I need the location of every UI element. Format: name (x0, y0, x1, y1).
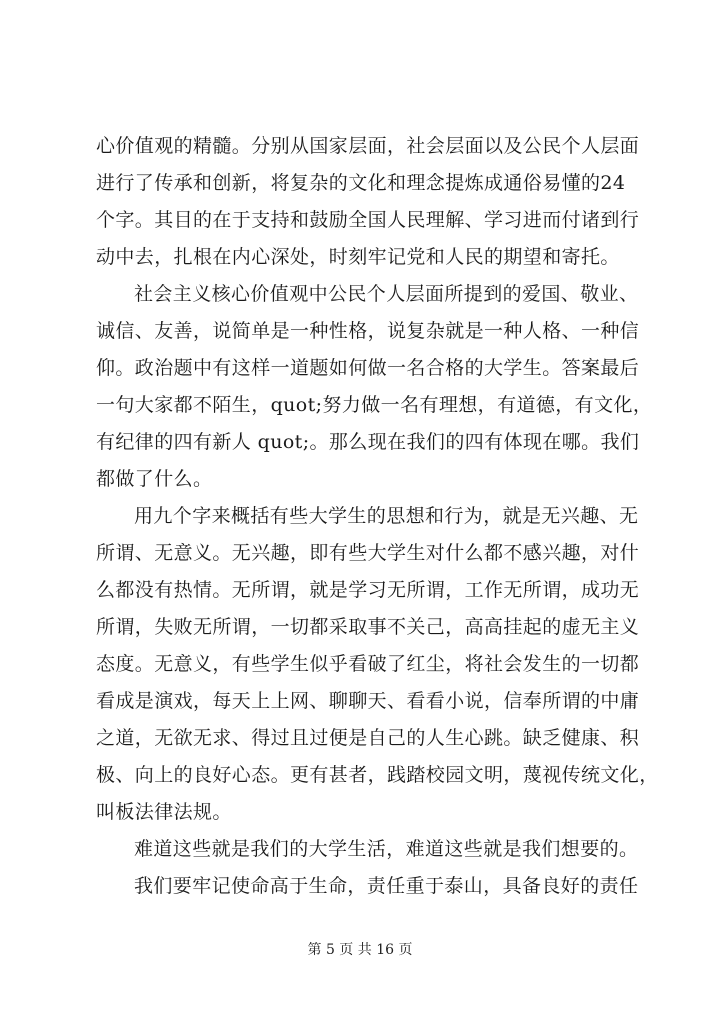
text-line: 动中去，扎根在内心深处，时刻牢记党和人民的期望和寄托。 (96, 246, 620, 268)
text-line: 所谓，失败无所谓，一切都采取事不关己，高高挂起的虚无主义 (96, 616, 640, 638)
document-body (96, 128, 659, 905)
text-line: 用九个字来概括有些大学生的思想和行为，就是无兴趣、无 (134, 505, 639, 527)
text-line: 个字。其目的在于支持和鼓励全国人民理解、学习进而付诸到行 (96, 209, 640, 231)
text-line: 社会主义核心价值观中公民个人层面所提到的爱国、敬业、 (134, 283, 639, 305)
text-line: 有纪律的四有新人 quot;。那么现在我们的四有体现在哪。我们 (96, 431, 640, 453)
text-line: 心价值观的精髓。分别从国家层面，社会层面以及公民个人层面 (96, 135, 640, 157)
text-line: 我们要牢记使命高于生命，责任重于泰山，具备良好的责任 (134, 875, 639, 897)
text-line: 进行了传承和创新，将复杂的文化和理念提炼成通俗易懂的24 (96, 172, 626, 194)
text-line: 仰。政治题中有这样一道题如何做一名合格的大学生。答案最后 (96, 357, 640, 379)
text-line: 看成是演戏，每天上上网、聊聊天、看看小说，信奉所谓的中庸 (96, 690, 640, 712)
text-line: 难道这些就是我们的大学生活，难道这些就是我们想要的。 (134, 838, 639, 860)
text-line: 叫板法律法规。 (96, 801, 232, 823)
text-line: 之道，无欲无求、得过且过便是自己的人生心跳。缺乏健康、积 (96, 727, 640, 749)
text-line: 都做了什么。 (96, 468, 213, 490)
text-line: 么都没有热情。无所谓，就是学习无所谓，工作无所谓，成功无 (96, 579, 640, 601)
text-line: 诚信、友善，说简单是一种性格，说复杂就是一种人格、一种信 (96, 320, 640, 342)
page-number-label: 第 5 页 共 16 页 (307, 942, 413, 958)
text-line: 所谓、无意义。无兴趣，即有些大学生对什么都不感兴趣，对什 (96, 542, 640, 564)
text-line: 一句大家都不陌生，quot;努力做一名有理想，有道德，有文化， (96, 394, 653, 416)
text-line: 态度。无意义，有些学生似乎看破了红尘，将社会发生的一切都 (96, 653, 640, 675)
page-footer (0, 940, 720, 960)
text-line: 极、向上的良好心态。更有甚者，践踏校园文明，蔑视传统文化， (96, 764, 659, 786)
